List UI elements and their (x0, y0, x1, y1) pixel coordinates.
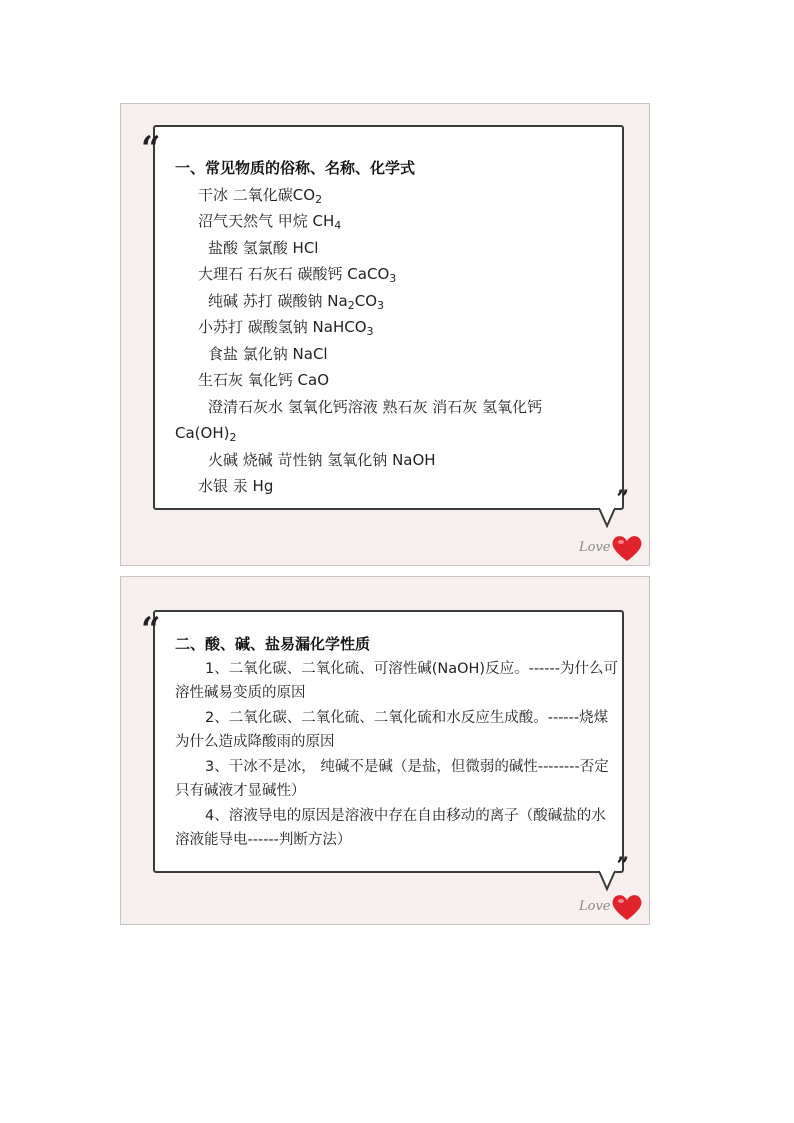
close-quote-icon: ” (616, 486, 629, 512)
paragraph: 3、干冰不是冰， 纯碱不是碱（是盐，但微弱的碱性--------否定只有碱液才显碱性） (175, 758, 609, 799)
list-item: 沼气天然气 甲烷 $CH_4$ (198, 212, 342, 232)
list-item: 澄清石灰水 氢氧化钙溶液 熟石灰 消石灰 氢氧化钙 (208, 397, 543, 416)
heart-icon (611, 893, 643, 921)
list-item: 大理石 石灰石 碳酸钙 CaCO$_3$ (198, 265, 397, 285)
open-quote-icon: “ (141, 129, 161, 169)
list-item: 小苏打 碳酸氢钠 NaHCO$_3$ (198, 318, 374, 338)
love-logo (579, 893, 643, 921)
love-logo (579, 534, 643, 562)
paragraph: 2、二氧化碳、二氧化硫、二氧化硫和水反应生成酸。------烧煤为什么造成降酸雨的原因 (175, 709, 609, 750)
card-chemical-properties (120, 576, 650, 925)
section-heading: 二、酸、碱、盐易漏化学性质 (175, 635, 371, 653)
list-item: 生石灰 氧化钙 CaO (198, 371, 330, 389)
love-text: Love (579, 540, 611, 555)
list-item: 盐酸 氢氯酸 HCl (208, 238, 319, 257)
paragraph: 4、溶液导电的原因是溶液中存在自由移动的离子（酸碱盐的水溶液能导电------判断方法） (175, 807, 606, 848)
close-quote-icon: ” (616, 853, 629, 879)
love-text: Love (579, 899, 611, 914)
list-item: 水银 汞 Hg (198, 477, 274, 495)
card-content (175, 155, 619, 500)
list-item: 干冰 二氧化碳$CO_2$ (198, 185, 323, 206)
list-item: 纯碱 苏打 碳酸钠 $Na_2CO_3$ (208, 291, 384, 312)
list-item: 食盐 氯化钠 NaCl (208, 344, 328, 363)
list-item: 火碱 烧碱 苛性钠 氢氧化钠 NaOH (208, 450, 436, 469)
open-quote-icon: “ (141, 610, 161, 650)
heart-icon (611, 534, 643, 562)
paragraph: 1、二氧化碳、二氧化硫、可溶性碱(NaOH)反应。------为什么可溶性碱易变质的原因 (175, 660, 618, 701)
section-heading: 一、常见物质的俗称、名称、化学式 (175, 159, 416, 177)
card-content (175, 632, 619, 853)
list-item-continuation: $Ca(OH)_2$ (175, 424, 237, 444)
card-common-names (120, 103, 650, 566)
